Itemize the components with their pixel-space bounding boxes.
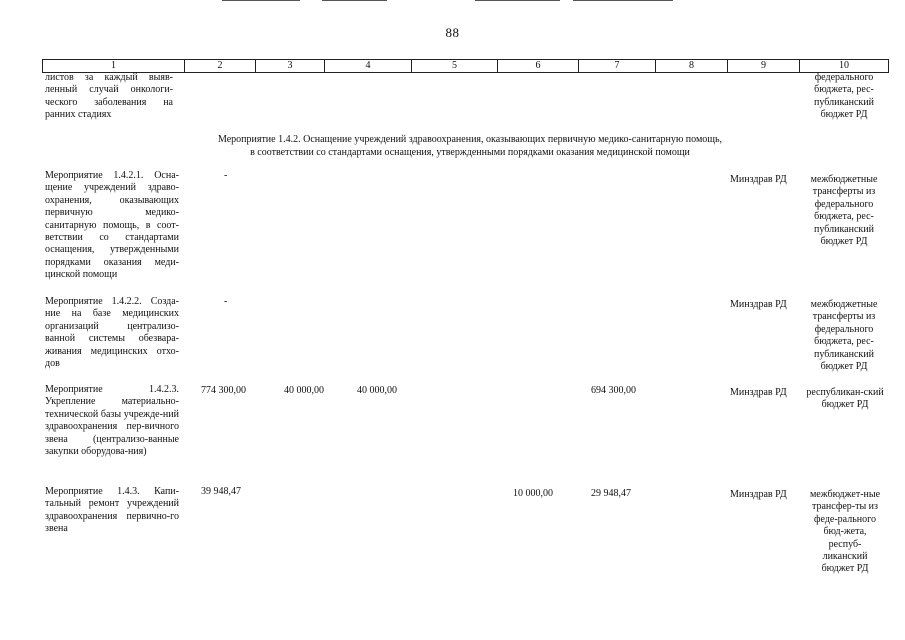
cell-total: - — [224, 170, 228, 181]
measure-name: Мероприятие 1.4.2.2. Созда-ние на базе медицинских организаций централизо-ванной системы обезвара-живания медицинских отхо-дов — [45, 296, 179, 370]
column-header: 1 — [42, 60, 185, 72]
cell-executor: Минздрав РД — [730, 387, 787, 398]
column-header-row — [42, 59, 889, 73]
section-heading-line: в соответствии со стандартами оснащения, утвержденными порядками оказания медицинской помощи — [250, 147, 690, 158]
column-header: 2 — [185, 60, 256, 72]
cell-funding: межбюджетные трансферты из федерального бюджета, рес-публиканский бюджет РД — [810, 174, 878, 248]
scan-edge-line — [222, 0, 300, 1]
scan-edge-line — [322, 0, 387, 1]
column-header: 8 — [656, 60, 728, 72]
section-heading — [150, 133, 790, 159]
section-heading-line: Мероприятие 1.4.2. Оснащение учреждений здравоохранения, оказывающих первичную медико-санитарную помощь, — [217, 134, 723, 145]
scan-edge-line — [475, 0, 560, 1]
cell-col7: 29 948,47 — [591, 488, 631, 499]
cell-col7: 694 300,00 — [591, 385, 636, 396]
cell-executor: Минздрав РД — [730, 174, 787, 185]
measure-name: Мероприятие 1.4.2.1. Осна-щение учреждений здраво-охранения, оказывающих первичную медико-санитарную помощь, в соот-ветствии со стандартами оснащения, утвержденными порядками оказания меди-цинской помощи — [45, 170, 179, 281]
column-header: 6 — [498, 60, 579, 72]
column-header: 7 — [579, 60, 656, 72]
continuation-text: листов за каждый выяв-ленный случай онкологи-ческого заболевания на ранних стадиях — [45, 72, 173, 121]
cell-executor: Минздрав РД — [730, 489, 787, 500]
cell-funding: межбюджет-ные трансфер-ты из феде-рального бюд-жета, респуб-ликанский бюджет РД — [809, 489, 881, 575]
page-number: 88 — [445, 25, 460, 40]
column-header: 10 — [800, 60, 889, 72]
cell-total: 774 300,00 — [201, 385, 246, 396]
cell-funding: республикан-ский бюджет РД — [806, 387, 884, 411]
column-header: 5 — [412, 60, 498, 72]
cell-executor: Минздрав РД — [730, 299, 787, 310]
cell-funding: межбюджетные трансферты из федерального бюджета, рес-публиканский бюджет РД — [810, 299, 878, 373]
column-header: 9 — [728, 60, 800, 72]
cell-col6: 10 000,00 — [513, 488, 553, 499]
cell-col4: 40 000,00 — [357, 385, 397, 396]
column-header: 3 — [256, 60, 325, 72]
continuation-funding: федерального бюджета, рес-публиканский бюджет РД — [814, 72, 874, 121]
cell-total: - — [224, 296, 228, 307]
measure-name: Мероприятие 1.4.2.3. Укрепление материально-технической базы учрежде-ний здравоохранения пер-вичного звена (централизо-ванные закупки оборудова-ния) — [45, 384, 179, 458]
cell-col3: 40 000,00 — [284, 385, 324, 396]
column-header: 4 — [325, 60, 412, 72]
scan-edge-line — [573, 0, 673, 1]
cell-total: 39 948,47 — [201, 486, 241, 497]
measure-name: Мероприятие 1.4.3. Капи-тальный ремонт учреждений здравоохранения первично-го звена — [45, 486, 179, 535]
